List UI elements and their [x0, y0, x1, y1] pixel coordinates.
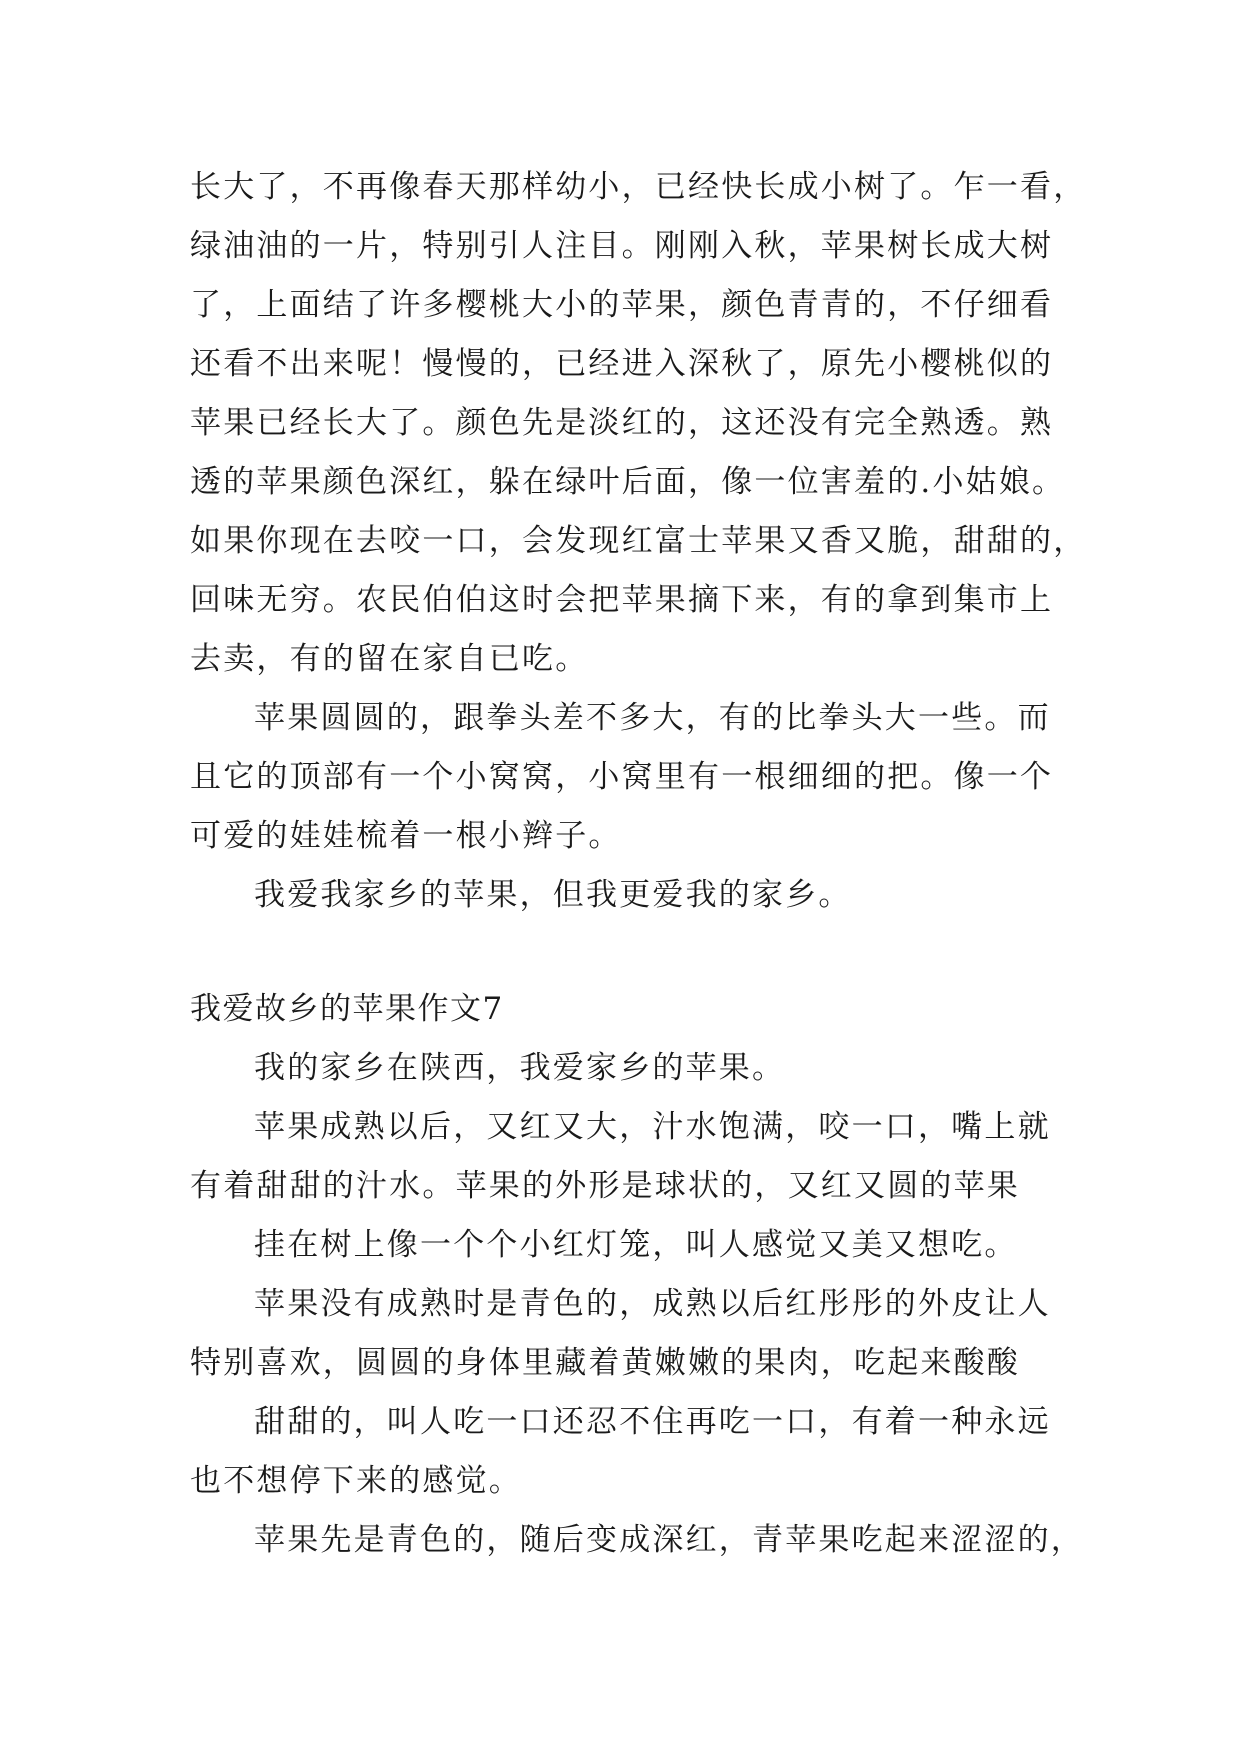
paragraph-first-line: 我爱我家乡的苹果，但我更爱我的家乡。: [254, 877, 852, 913]
section-heading: 我爱故乡的苹果作文7: [190, 991, 504, 1027]
text-line: 长大了，不再像春天那样幼小，已经快长成小树了。乍一看，: [190, 169, 1087, 205]
text-line: 如果你现在去咬一口，会发现红富士苹果又香又脆，甜甜的，: [190, 523, 1087, 559]
text-line: 绿油油的一片，特别引人注目。刚刚入秋，苹果树长成大树: [190, 228, 1054, 264]
text-line: 特别喜欢，圆圆的身体里藏着黄嫩嫩的果肉，吃起来酸酸: [190, 1345, 1020, 1381]
paragraph-first-line: 苹果成熟以后，又红又大，汁水饱满，咬一口，嘴上就: [254, 1109, 1051, 1145]
text-line: 了，上面结了许多樱桃大小的苹果，颜色青青的，不仔细看: [190, 287, 1054, 323]
paragraph-first-line: 我的家乡在陕西，我爱家乡的苹果。: [254, 1050, 786, 1086]
text-line: 还看不出来呢！慢慢的，已经进入深秋了，原先小樱桃似的: [190, 346, 1054, 382]
paragraph-first-line: 苹果先是青色的，随后变成深红，青苹果吃起来涩涩的，: [254, 1522, 1084, 1558]
paragraph-first-line: 挂在树上像一个个小红灯笼，叫人感觉又美又想吃。: [254, 1227, 1018, 1263]
text-line: 且它的顶部有一个小窝窝，小窝里有一根细细的把。像一个: [190, 759, 1054, 795]
text-line: 有着甜甜的汁水。苹果的外形是球状的，又红又圆的苹果: [190, 1168, 1020, 1204]
text-line: 去卖，有的留在家自已吃。: [190, 641, 589, 677]
text-line: 可爱的娃娃梳着一根小辫子。: [190, 818, 622, 854]
text-line: 透的苹果颜色深红，躲在绿叶后面，像一位害羞的.小姑娘。: [190, 464, 1066, 500]
text-line: 回味无穷。农民伯伯这时会把苹果摘下来，有的拿到集市上: [190, 582, 1054, 618]
text-line: 苹果已经长大了。颜色先是淡红的，这还没有完全熟透。熟: [190, 405, 1054, 441]
paragraph-first-line: 甜甜的，叫人吃一口还忍不住再吃一口，有着一种永远: [254, 1404, 1051, 1440]
paragraph-first-line: 苹果没有成熟时是青色的，成熟以后红彤彤的外皮让人: [254, 1286, 1051, 1322]
text-line: 也不想停下来的感觉。: [190, 1463, 522, 1499]
paragraph-first-line: 苹果圆圆的，跟拳头差不多大，有的比拳头大一些。而: [254, 700, 1051, 736]
